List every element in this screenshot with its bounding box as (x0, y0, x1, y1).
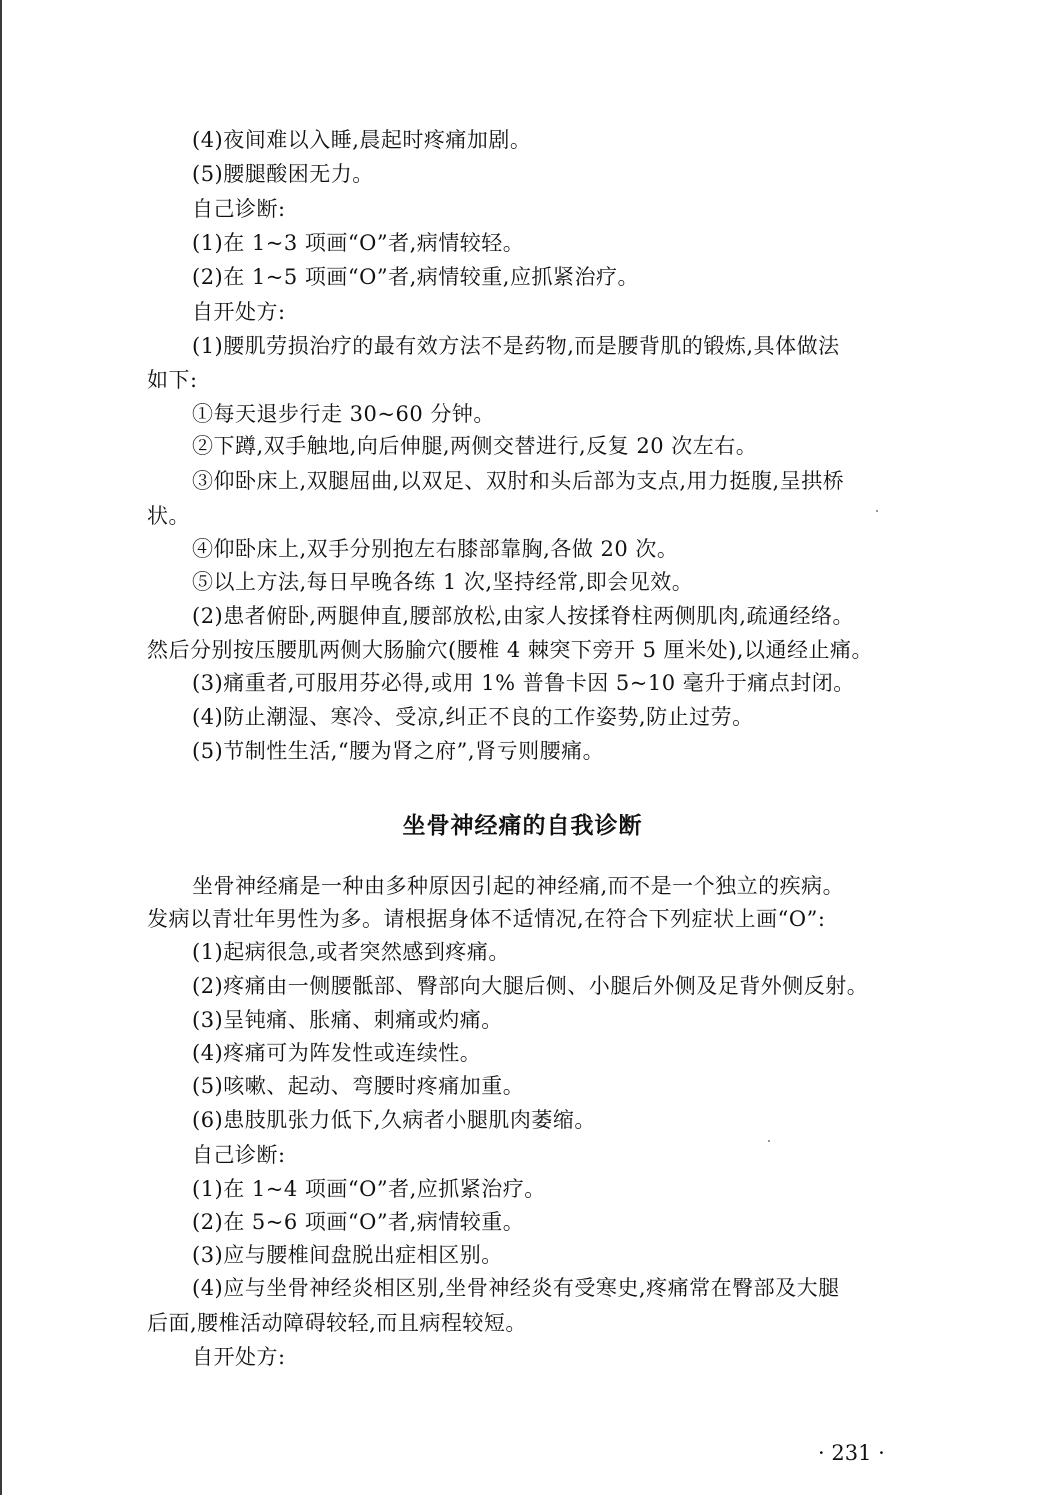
text-line: 自开处方: (192, 300, 286, 324)
scan-speck (876, 510, 878, 512)
text-line: (4)防止潮湿、寒冷、受凉,纠正不良的工作姿势,防止过劳。 (192, 705, 754, 729)
text-line: (4)疼痛可为阵发性或连续性。 (192, 1041, 482, 1065)
text-line: 然后分别按压腰肌两侧大肠腧穴(腰椎 4 棘突下旁开 5 厘米处),以通经止痛。 (147, 638, 873, 662)
text-line: (6)患肢肌张力低下,久病者小腿肌肉萎缩。 (192, 1108, 596, 1132)
text-line: (3)呈钝痛、胀痛、刺痛或灼痛。 (192, 1008, 503, 1032)
text-line: 状。 (147, 504, 190, 528)
text-line: (5)腰腿酸困无力。 (192, 162, 374, 186)
text-line: (4)夜间难以入睡,晨起时疼痛加剧。 (192, 128, 532, 152)
text-line: 自己诊断: (192, 1143, 286, 1167)
text-line: ③仰卧床上,双腿屈曲,以双足、双肘和头后部为支点,用力挺腹,呈拱桥 (192, 469, 845, 493)
text-line: 自开处方: (192, 1345, 286, 1369)
scan-speck (768, 1140, 770, 1142)
text-line: 发病以青壮年男性为多。请根据身体不适情况,在符合下列症状上画“O”: (147, 907, 826, 931)
text-line: (4)应与坐骨神经炎相区别,坐骨神经炎有受寒史,疼痛常在臀部及大腿 (192, 1276, 840, 1300)
text-line: (1)在 1~3 项画“O”者,病情较轻。 (192, 231, 525, 255)
text-line: (2)在 5~6 项画“O”者,病情较重。 (192, 1210, 525, 1234)
text-line: 坐骨神经痛是一种由多种原因引起的神经痛,而不是一个独立的疾病。 (192, 874, 845, 898)
text-line: ②下蹲,双手触地,向后伸腿,两侧交替进行,反复 20 次左右。 (192, 434, 758, 458)
text-line: 后面,腰椎活动障碍较轻,而且病程较短。 (147, 1311, 527, 1335)
text-line: (2)患者俯卧,两腿伸直,腰部放松,由家人按揉脊柱两侧肌肉,疏通经络。 (192, 604, 854, 628)
text-line: (5)节制性生活,“腰为肾之府”,肾亏则腰痛。 (192, 739, 605, 763)
text-line: (2)在 1~5 项画“O”者,病情较重,应抓紧治疗。 (192, 265, 639, 289)
text-line: (1)起病很急,或者突然感到疼痛。 (192, 940, 510, 964)
text-line: (3)应与腰椎间盘脱出症相区别。 (192, 1243, 503, 1267)
text-line: 自己诊断: (192, 197, 286, 221)
text-line: (3)痛重者,可服用芬必得,或用 1% 普鲁卡因 5~10 毫升于痛点封闭。 (192, 671, 855, 695)
text-line: ⑤以上方法,每日早晚各练 1 次,坚持经常,即会见效。 (192, 570, 694, 594)
text-line: ①每天退步行走 30~60 分钟。 (192, 402, 495, 426)
section-title: 坐骨神经痛的自我诊断 (402, 813, 643, 839)
page-number: · 231 · (818, 1441, 885, 1465)
text-line: 如下: (147, 368, 198, 392)
text-line: (1)在 1~4 项画“O”者,应抓紧治疗。 (192, 1177, 546, 1201)
text-line: (1)腰肌劳损治疗的最有效方法不是药物,而是腰背肌的锻炼,具体做法 (192, 334, 840, 358)
text-line: (5)咳嗽、起动、弯腰时疼痛加重。 (192, 1074, 525, 1098)
text-line: ④仰卧床上,双手分别抱左右膝部靠胸,各做 20 次。 (192, 537, 679, 561)
text-line: (2)疼痛由一侧腰骶部、臀部向大腿后侧、小腿后外侧及足背外侧反射。 (192, 974, 869, 998)
